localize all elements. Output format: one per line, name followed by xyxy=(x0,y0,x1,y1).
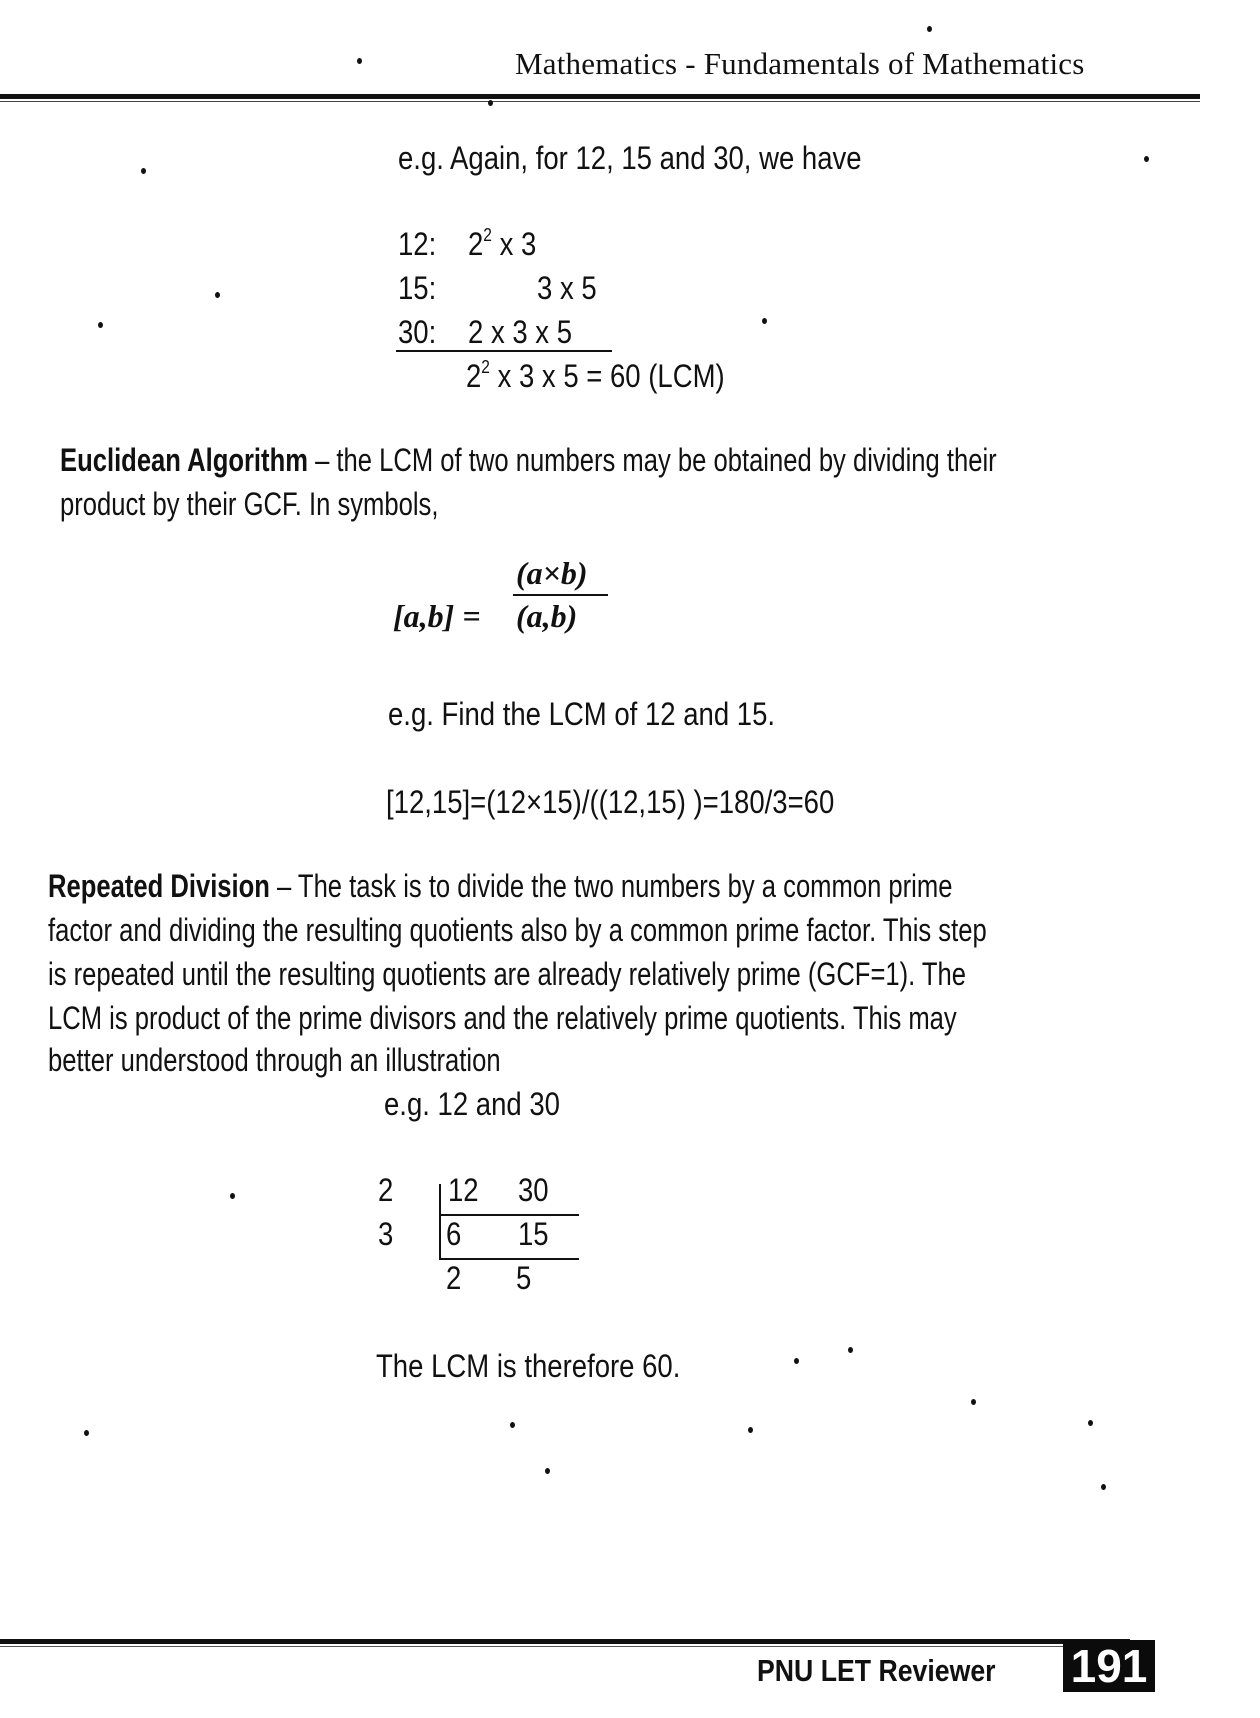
factor-row-factors: $2^2$ x 3 xyxy=(468,225,537,262)
repeated-division-paragraph-line: better understood through an illustration xyxy=(48,1042,501,1078)
scan-speck xyxy=(1101,1484,1106,1490)
factor-row-label: 30: xyxy=(398,314,437,350)
scan-speck xyxy=(1088,1420,1093,1426)
term-euclidean-algorithm: Euclidean Algorithm xyxy=(60,442,308,478)
formula-numerator: (a×b) xyxy=(516,555,588,591)
quotient: 6 xyxy=(446,1216,462,1252)
quotient: 15 xyxy=(518,1216,549,1252)
division-example-intro: e.g. 12 and 30 xyxy=(384,1086,560,1122)
page-number-box xyxy=(1063,1640,1155,1692)
conclusion: The LCM is therefore 60. xyxy=(376,1348,681,1384)
factor-row-label: 15: xyxy=(398,270,437,306)
dividend: 30 xyxy=(518,1172,549,1208)
footer-rule-thin xyxy=(0,1646,1130,1647)
fraction-bar xyxy=(513,594,608,596)
header-rule-thin xyxy=(0,101,1200,102)
dividend: 12 xyxy=(448,1172,479,1208)
scan-speck xyxy=(98,322,103,328)
euclidean-example-intro: e.g. Find the LCM of 12 and 15. xyxy=(388,696,776,732)
factor-row-label: 12: xyxy=(398,226,437,262)
scan-speck xyxy=(748,1427,753,1433)
formula-denominator: (a,b) xyxy=(516,598,578,634)
footer-book-title: PNU LET Reviewer xyxy=(757,1653,996,1688)
scan-speck xyxy=(794,1358,799,1364)
scan-speck xyxy=(1144,156,1149,162)
final-quotient: 5 xyxy=(516,1260,532,1296)
euclidean-example-calc: [12,15]=(12×15)/((12,15) )=180/3=60 xyxy=(386,784,835,820)
running-header-title: Mathematics - Fundamentals of Mathematics xyxy=(515,46,1085,81)
factor-row-factors: 3 x 5 xyxy=(537,270,597,306)
scan-speck xyxy=(84,1430,89,1436)
scan-speck xyxy=(510,1422,515,1428)
term-repeated-division: Repeated Division xyxy=(48,868,270,904)
lcm-result: $2^2$ x 3 x 5 = 60 (LCM) xyxy=(466,357,725,394)
scan-speck xyxy=(215,292,220,298)
division-bracket-vertical xyxy=(439,1184,441,1260)
formula-lhs: [a,b] = xyxy=(393,598,481,634)
final-quotient: 2 xyxy=(446,1260,462,1296)
scan-speck xyxy=(762,318,767,324)
euclidean-paragraph-line: Euclidean Algorithm – the LCM of two numbers may be obtained by dividing their xyxy=(60,442,997,478)
scan-speck xyxy=(230,1193,235,1199)
euclidean-paragraph-line: product by their GCF. In symbols, xyxy=(60,486,439,522)
divisor: 2 xyxy=(378,1172,394,1208)
repeated-division-paragraph-line: LCM is product of the prime divisors and the relatively prime quotients. This may xyxy=(48,1000,957,1036)
divisor: 3 xyxy=(378,1216,394,1252)
repeated-division-paragraph-line: Repeated Division – The task is to divide the two numbers by a common prime xyxy=(48,868,953,904)
scan-speck xyxy=(357,58,362,64)
scan-speck xyxy=(488,100,493,106)
scan-speck xyxy=(545,1468,550,1474)
page-number: 191 xyxy=(1070,1640,1148,1692)
scan-speck xyxy=(141,168,146,174)
example-intro: e.g. Again, for 12, 15 and 30, we have xyxy=(398,140,862,176)
scan-speck xyxy=(848,1347,853,1353)
sum-rule xyxy=(396,350,612,352)
footer-rule xyxy=(0,1639,1130,1644)
scan-speck xyxy=(927,26,932,32)
factor-row-factors: 2 x 3 x 5 xyxy=(468,314,573,350)
repeated-division-paragraph-line: factor and dividing the resulting quotients also by a common prime factor. This step xyxy=(48,912,987,948)
header-rule xyxy=(0,94,1200,99)
scan-speck xyxy=(971,1399,976,1405)
repeated-division-paragraph-line: is repeated until the resulting quotients are already relatively prime (GCF=1). The xyxy=(48,956,967,992)
